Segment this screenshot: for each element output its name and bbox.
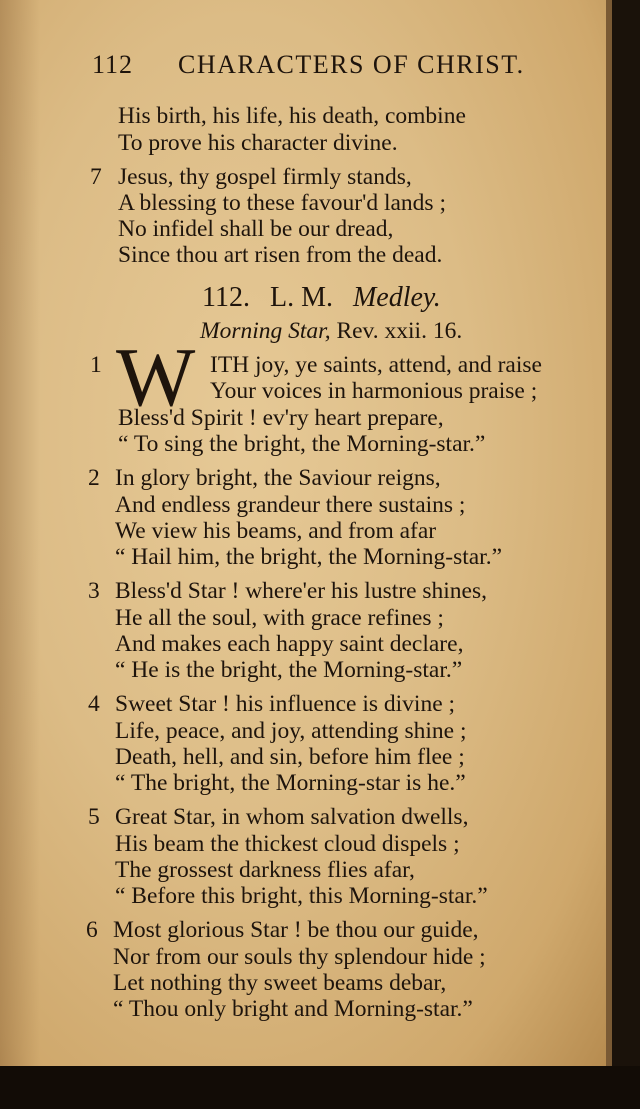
verse-line: Great Star, in whom salvation dwells, — [115, 804, 469, 830]
hymn-subtitle — [200, 318, 462, 345]
page-header — [92, 50, 552, 86]
hymn-tune: Medley. — [352, 282, 441, 313]
verse-line: We view his beams, and from afar — [115, 518, 437, 544]
verse-line: A blessing to these favour'd lands ; — [118, 190, 446, 216]
book-edge-shadow — [0, 1066, 640, 1109]
stanza-number: 7 — [90, 164, 102, 190]
stanza-number: 5 — [88, 804, 100, 830]
verse-line: No infidel shall be our dread, — [118, 216, 394, 242]
verse-line: Jesus, thy gospel firmly stands, — [118, 164, 412, 190]
page-number: 112 — [92, 50, 134, 79]
verse-line: “ Hail him, the bright, the Morning-star.” — [115, 544, 503, 570]
verse-line: Your voices in harmonious praise ; — [210, 378, 538, 404]
verse-line: Sweet Star ! his influence is divine ; — [115, 691, 456, 717]
stanza-number: 2 — [88, 465, 100, 491]
verse-line: He all the soul, with grace refines ; — [115, 605, 444, 631]
stanza-number: 1 — [90, 352, 102, 378]
stanza-number: 6 — [86, 917, 98, 943]
verse-line: Bless'd Spirit ! ev'ry heart prepare, — [118, 405, 444, 431]
verse-line: The grossest darkness flies afar, — [115, 857, 415, 883]
verse-line: Nor from our souls thy splendour hide ; — [113, 944, 486, 970]
verse-line: “ Thou only bright and Morning-star.” — [113, 996, 473, 1022]
drop-cap: W — [116, 331, 196, 424]
verse-line: ITH joy, ye saints, attend, and raise — [210, 352, 542, 378]
verse-line: “ The bright, the Morning-star is he.” — [115, 770, 466, 796]
verse-line: Death, hell, and sin, before him flee ; — [115, 744, 465, 770]
verse-line: “ To sing the bright, the Morning-star.” — [118, 431, 486, 457]
verse-line: Since thou art risen from the dead. — [118, 242, 443, 268]
verse-line: Let nothing thy sweet beams debar, — [113, 970, 447, 996]
hymn-heading — [202, 282, 441, 314]
verse-line: And endless grandeur there sustains ; — [115, 492, 466, 518]
verse-line: In glory bright, the Saviour reigns, — [115, 465, 441, 491]
verse-line: His birth, his life, his death, combine — [118, 103, 466, 129]
verse-line: To prove his character divine. — [118, 130, 398, 156]
hymn-meter: L. M. — [269, 282, 333, 313]
verse-line: Bless'd Star ! where'er his lustre shines, — [115, 578, 487, 604]
hymn-number: 112. — [202, 282, 250, 313]
subtitle-reference: Rev. xxii. 16. — [336, 318, 463, 344]
stanza-number: 4 — [88, 691, 100, 717]
verse-line: And makes each happy saint declare, — [115, 631, 464, 657]
verse-line: Life, peace, and joy, attending shine ; — [115, 718, 467, 744]
verse-line: “ Before this bright, this Morning-star.” — [115, 883, 488, 909]
subtitle-title: Morning Star, — [200, 318, 331, 344]
running-title: CHARACTERS OF CHRIST. — [178, 50, 525, 79]
verse-line: Most glorious Star ! be thou our guide, — [113, 917, 479, 943]
verse-line: “ He is the bright, the Morning-star.” — [115, 657, 463, 683]
stanza-number: 3 — [88, 578, 100, 604]
verse-line: His beam the thickest cloud dispels ; — [115, 831, 460, 857]
